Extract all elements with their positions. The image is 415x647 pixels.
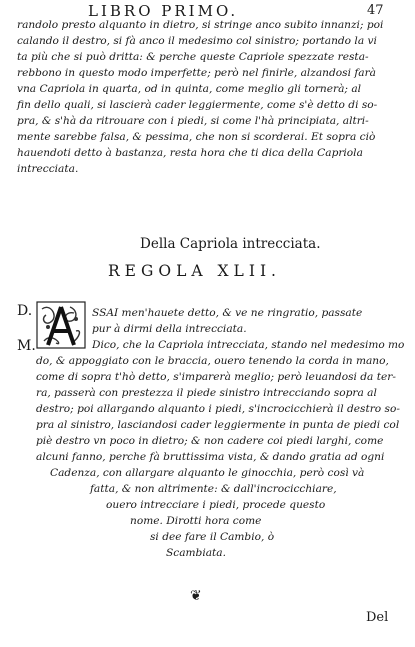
ornamental-initial-a [36,301,86,349]
dialogue-line: Scambiata. [166,547,226,559]
dialogue-line: SSAI men'hauete detto, & ve ne ringratio, passate [92,307,363,319]
speaker-label-second: M. [17,338,36,354]
running-head: LIBRO PRIMO. [88,2,239,20]
catchword: Del [366,610,389,625]
dialogue-line: come di sopra t'hò detto, s'imparerà meglio; però leuandosi da ter- [36,371,396,383]
dialogue-line: nome. Dirotti hora come [130,515,262,527]
dialogue-line: Dico, che la Capriola intrecciata, stando nel medesimo mo [92,339,405,351]
dialogue-line: pra al sinistro, lasciandosi cader leggiermente in punta de piedi col [36,419,400,431]
dialogue-line: piè destro vn poco in dietro; & non cadere coi piedi larghi, come [36,435,384,447]
speaker-label-first: D. [17,303,33,319]
dialogue-line: alcuni fanno, perche fà bruttissima vista, & dando gratia ad ogni [36,451,385,463]
top-line: fin dello quali, si lascierà cader leggiermente, come s'è detto di so- [17,99,378,111]
dialogue-line: do, & appoggiato con le braccia, ouero tenendo la corda in mano, [36,355,389,367]
top-line: intrecciata. [17,163,79,175]
fleuron-icon: ❦ [190,588,202,604]
top-line: hauendoti detto à bastanza, resta hora che ti dica della Capriola [17,147,363,159]
dialogue-line: Cadenza, con allargare alquanto le ginocchia, però così và [50,467,365,479]
dialogue-line: ra, passerà con prestezza il piede sinistro intrecciando sopra al [36,387,377,399]
section-title: Della Capriola intrecciata. [140,236,321,252]
dialogue-line: si dee fare il Cambio, ò [150,531,275,543]
top-line: rebbono in questo modo imperfette; però nel finirle, alzandosi farà [17,67,376,79]
dialogue-line: destro; poi allargando alquanto i piedi, s'incrocicchierà il destro so- [36,403,400,415]
dialogue-line: fatta, & non altrimente: & dall'incrocicchiare, [90,483,337,495]
top-line: mente sarebbe falsa, & pessima, che non si scorderai. Et sopra ciò [17,131,376,143]
top-line: pra, & s'hà da ritrouare con i piedi, si come l'hà principiata, altri- [17,115,369,127]
top-line: calando il destro, si fà anco il medesimo col sinistro; portando la vi [17,35,377,47]
dialogue-line: pur à dirmi della intrecciata. [92,323,247,335]
top-line: ta più che si può dritta: & perche queste Capriole spezzate resta- [17,51,369,63]
dialogue-line: ouero intrecciare i piedi, procede questo [106,499,326,511]
top-line: vna Capriola in quarta, od in quinta, come meglio gli tornerà; al [17,83,362,95]
page-number: 47 [367,3,384,18]
rule-heading: REGOLA XLII. [108,262,281,280]
top-line: randolo presto alquanto in dietro, si stringe anco subito innanzi; poi [17,19,384,31]
